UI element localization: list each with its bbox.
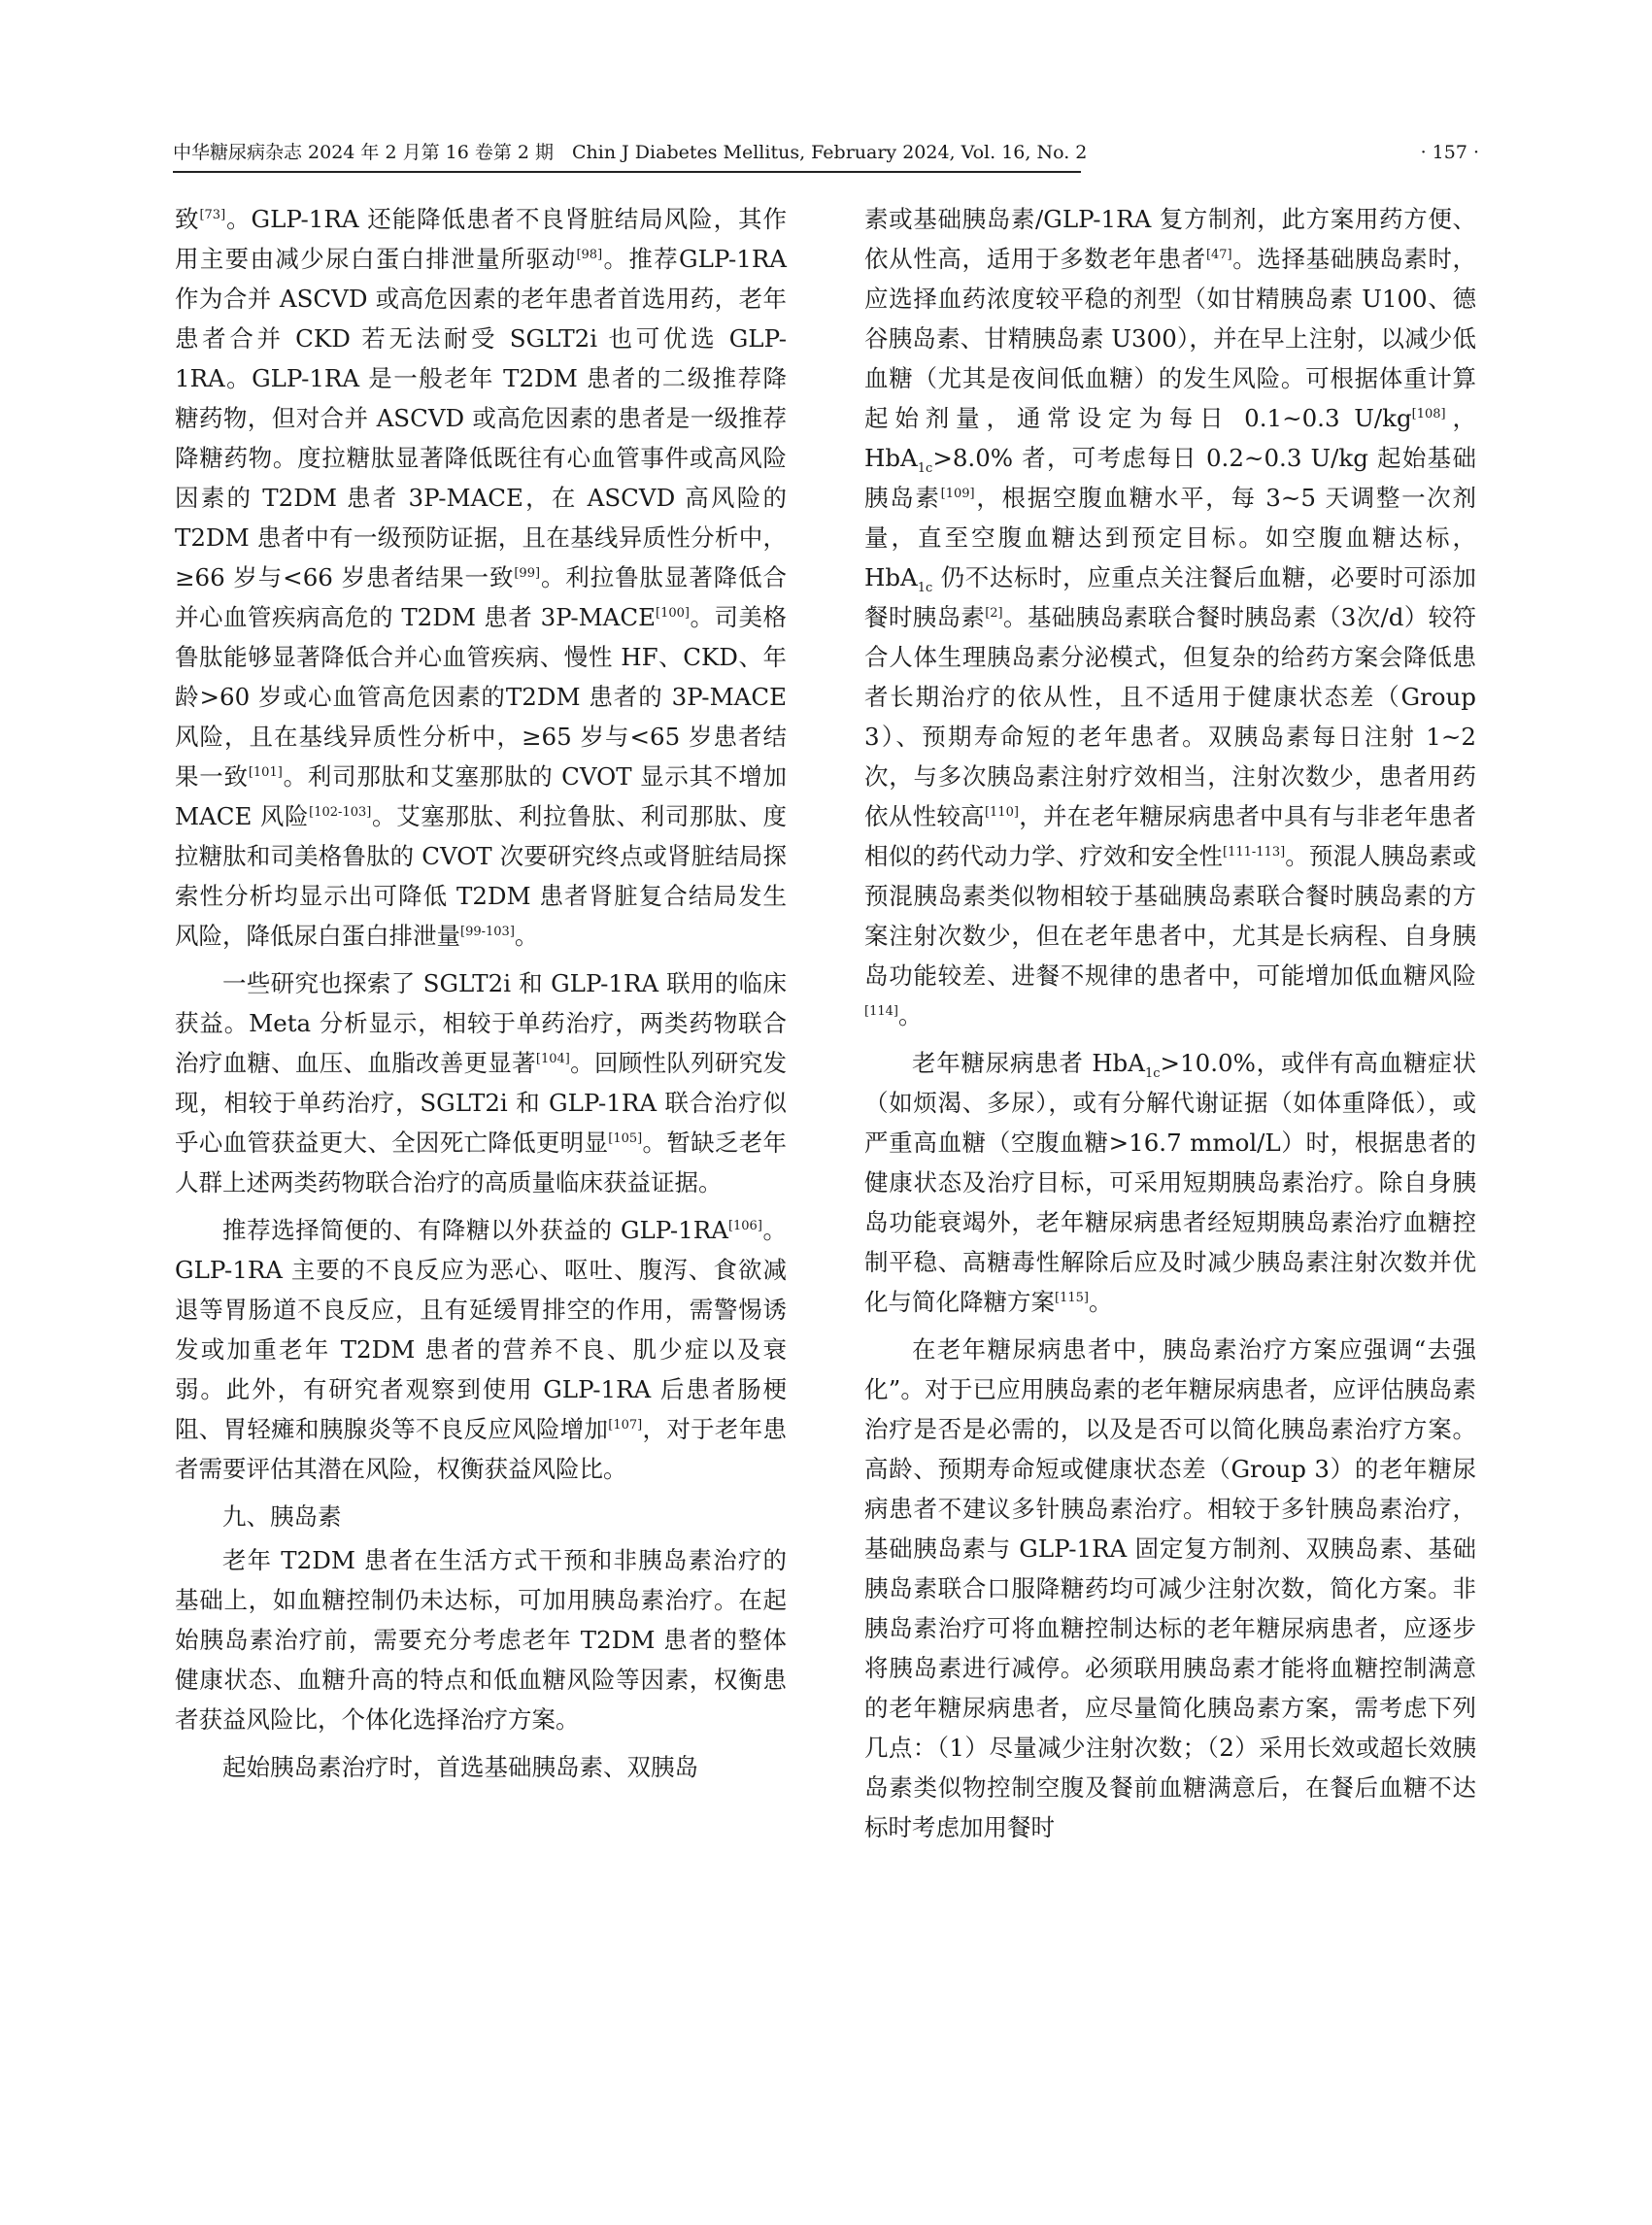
citation-marker: [110] <box>984 805 1019 820</box>
paragraph: 致[73]。GLP-1RA 还能降低患者不良肾脏结局风险，其作用主要由减少尿白蛋白排泄量所驱动[98]。推荐GLP-1RA 作为合并 ASCVD 或高危因素的老年患者首选用药，老年患者合并 CKD 若无法耐受 SGLT2i 也可优选 GLP-1RA。GLP-1RA 是一般老年 T2DM 患者的二级推荐降糖药物，但对合并 ASCVD 或高危因素的患者是一级推荐降糖药物。度拉糖肽显著降低既往有心血管事件或高风险因素的 T2DM 患者 3P-MACE，在 ASCVD 高风险的 T2DM 患者中有一级预防证据，且在基线异质性分析中，≥66 岁与<66 岁患者结果一致[99]。利拉鲁肽显著降低合并心血管疾病高危的 T2DM 患者 3P-MACE[100]。司美格鲁肽能够显著降低合并心血管疾病、慢性 HF、CKD、年龄>60 岁或心血管高危因素的T2DM 患者的 3P-MACE 风险，且在基线异质性分析中，≥65 岁与<65 岁患者结果一致[101]。利司那肽和艾塞那肽的 CVOT 显示其不增加 MACE 风险[102-103]。艾塞那肽、利拉鲁肽、利司那肽、度拉糖肽和司美格鲁肽的 CVOT 次要研究终点或肾脏结局探索性分析均显示出可降低 T2DM 患者肾脏复合结局发生风险，降低尿白蛋白排泄量[99-103]。 <box>175 205 788 950</box>
left-column <box>175 199 787 1795</box>
paragraph: 起始胰岛素治疗时，首选基础胰岛素、双胰岛 <box>222 1753 698 1781</box>
citation-marker: [101] <box>248 765 283 780</box>
citation-marker: [99] <box>514 566 541 581</box>
citation-marker: [2] <box>985 606 1003 621</box>
journal-citation: 中华糖尿病杂志 2024 年 2 月第 16 卷第 2 期 Chin J Diabetes Mellitus, February 2024, Vol. 16, No. 2 <box>173 142 1088 163</box>
citation-marker: [104] <box>535 1052 570 1066</box>
citation-marker: [105] <box>608 1131 643 1146</box>
citation-marker: [108] <box>1411 407 1446 421</box>
citation-marker: [47] <box>1205 248 1232 262</box>
citation-marker: [114] <box>864 1004 898 1019</box>
paragraph: 推荐选择简便的、有降糖以外获益的 GLP-1RA[106]。GLP-1RA 主要的不良反应为恶心、呕吐、腹泻、食欲减退等胃肠道不良反应，且有延缓胃排空的作用，需警惕诱发或加重老年 T2DM 患者的营养不良、肌少症以及衰弱。此外，有研究者观察到使用 GLP-1RA 后患者肠梗阻、胃轻瘫和胰腺炎等不良反应风险增加[107]，对于老年患者需要评估其潜在风险，权衡获益风险比。 <box>175 1216 788 1483</box>
citation-marker: [115] <box>1055 1291 1089 1305</box>
citation-marker: [100] <box>656 606 690 621</box>
right-column <box>864 199 1476 1855</box>
citation-marker: [111-113] <box>1223 845 1286 860</box>
citation-marker: [98] <box>576 248 603 262</box>
citation-marker: [102-103] <box>309 805 372 820</box>
page-number: · 157 · <box>1420 142 1479 163</box>
paragraph: 老年 T2DM 患者在生活方式干预和非胰岛素治疗的基础上，如血糖控制仍未达标，可加用胰岛素治疗。在起始胰岛素治疗前，需要充分考虑老年 T2DM 患者的整体健康状态、血糖升高的特点和低血糖风险等因素，权衡患者获益风险比，个体化选择治疗方案。 <box>175 1546 787 1734</box>
header-rule <box>173 171 1081 173</box>
paragraph: 老年糖尿病患者 HbA$_{1c}$>10.0%，或伴有高血糖症状（如烦渴、多尿），或有分解代谢证据（如体重降低），或严重高血糖（空腹血糖>16.7 mmol/L）时，根据患者的健康状态及治疗目标，可采用短期胰岛素治疗。除自身胰岛功能衰竭外，老年糖尿病患者经短期胰岛素治疗血糖控制平稳、高糖毒性解除后应及时减少胰岛素注射次数并优化与简化降糖方案[115]。 <box>864 1049 1476 1316</box>
hba1c-term: HbA$_{1c}$ <box>864 563 933 595</box>
hba1c-term: HbA$_{1c}$ <box>864 444 933 476</box>
citation-marker: [99-103] <box>460 925 515 939</box>
paragraph: 一些研究也探索了 SGLT2i 和 GLP-1RA 联用的临床获益。Meta 分析显示，相较于单药治疗，两类药物联合治疗血糖、血压、血脂改善更显著[104]。回顾性队列研究发现，相较于单药治疗，SGLT2i 和 GLP-1RA 联合治疗似乎心血管获益更大、全因死亡降低更明显[105]。暂缺乏老年人群上述两类药物联合治疗的高质量临床获益证据。 <box>175 969 788 1197</box>
section-heading: 九、胰岛素 <box>222 1502 342 1531</box>
citation-marker: [107] <box>608 1418 643 1433</box>
citation-marker: [106] <box>727 1219 762 1233</box>
running-header <box>173 138 1479 173</box>
citation-marker: [109] <box>940 487 975 501</box>
citation-marker: [73] <box>199 208 226 222</box>
hba1c-term: HbA$_{1c}$ <box>1092 1049 1161 1081</box>
paragraph: 素或基础胰岛素/GLP-1RA 复方制剂，此方案用药方便、依从性高，适用于多数老年患者[47]。选择基础胰岛素时，应选择血药浓度较平稳的剂型（如甘精胰岛素 U100、德谷胰岛素、甘精胰岛素 U300），并在早上注射，以减少低血糖（尤其是夜间低血糖）的发生风险。可根据体重计算起始剂量，通常设定为每日 0.1~0.3 U/kg[108]，HbA$_{1c}$>8.0% 者，可考虑每日 0.2~0.3 U/kg 起始基础胰岛素[109]，根据空腹血糖水平，每 3~5 天调整一次剂量，直至空腹血糖达到预定目标。如空腹血糖达标，HbA$_{1c}$ 仍不达标时，应重点关注餐后血糖，必要时可添加餐时胰岛素[2]。基础胰岛素联合餐时胰岛素（3次/d）较符合人体生理胰岛素分泌模式，但复杂的给药方案会降低患者长期治疗的依从性，且不适用于健康状态差（Group 3）、预期寿命短的老年患者。双胰岛素每日注射 1~2 次，与多次胰岛素注射疗效相当，注射次数少，患者用药依从性较高[110]，并在老年糖尿病患者中具有与非老年患者相似的药代动力学、疗效和安全性[111-113]。预混人胰岛素或预混胰岛素类似物相较于基础胰岛素联合餐时胰岛素的方案注射次数少，但在老年患者中，尤其是长病程、自身胰岛功能较差、进餐不规律的患者中，可能增加低血糖风险[114]。 <box>864 205 1477 1029</box>
paragraph: 在老年糖尿病患者中，胰岛素治疗方案应强调“去强化”。对于已应用胰岛素的老年糖尿病患者，应评估胰岛素治疗是否是必需的，以及是否可以简化胰岛素治疗方案。高龄、预期寿命短或健康状态差（Group 3）的老年糖尿病患者不建议多针胰岛素治疗。相较于多针胰岛素治疗，基础胰岛素与 GLP-1RA 固定复方制剂、双胰岛素、基础胰岛素联合口服降糖药均可减少注射次数，简化方案。非胰岛素治疗可将血糖控制达标的老年糖尿病患者，应逐步将胰岛素进行减停。必须联用胰岛素才能将血糖控制满意的老年糖尿病患者，应尽量简化胰岛素方案，需考虑下列几点：（1）尽量减少注射次数；（2）采用长效或超长效胰岛素类似物控制空腹及餐前血糖满意后，在餐后血糖不达标时考虑加用餐时 <box>864 1335 1476 1841</box>
